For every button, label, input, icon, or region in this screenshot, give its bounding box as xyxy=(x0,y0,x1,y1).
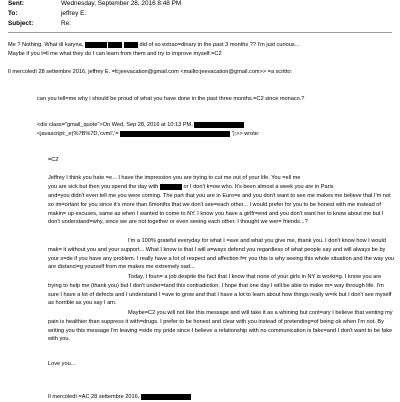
sent-label: Sent: xyxy=(8,0,24,7)
para1-rest: and=you didn't even tell me you were coming. The part that you are in Euro=e and you don't want to see me makes me believe that I'm not so im=ortant for you since it's more than 6months that we don't see=each other... I would prefer for you to be honest with me instead of makin= up excuses, same as when I wanted to come to NY. I know you have a girlfr=end and you don't want her to know about me but I don't understand=why, since we are not together or even seeing each other. I thought we wer= friends...? xyxy=(48,193,391,226)
redaction-block xyxy=(194,122,244,128)
reply-text-b: did of so extrao=dinary in the past 3 months ?? I'm just curious... xyxy=(139,42,300,48)
redaction-block xyxy=(124,42,138,48)
para3: Today, I foun= a job despite the fact that I know that none of your girls in NY is worki=g. I know you are trying to help me (thank you) but I don't under=tand this contradiction. I hope that one day I will be able to make m= way through life. I'm sure I have a lot of defects and I understand I =ave to grow and that I have a lot to learn about how things really w=rk but I don't see myself as horrible as you say I am. xyxy=(48,274,392,307)
para2: I'm a 100% grateful everyday for what I =ave and what you give me, thank you. I don't know how I would mak= it without you and your support... What I know is that I will a=ways defend you regardless of what people say and will always be by your s=de if you have any problem. I really have a lot of respect and affection f=r you this is why seeing this whole situation and the way you are distanci=g yourself from me makes me extremely sad... xyxy=(48,238,394,271)
question-line: can you tell=me why i should be proud of what you have done in the past three months.=C2 since monaco.? xyxy=(37,96,305,102)
last-quote-line xyxy=(48,393,394,402)
reply-line-1 xyxy=(8,41,394,50)
redaction-block xyxy=(120,131,230,137)
sent-value: Wednesday, September 28, 2016 8:48 PM xyxy=(61,0,182,7)
to-row xyxy=(8,10,86,17)
para1-text-c: or I don't k=ow who. It's been almost a week you are in Paris xyxy=(183,184,334,190)
para1-text-b: you are sick but then you spend the day with xyxy=(48,184,159,190)
quote-header-1: Il mercoledì 28 settembre 2016, jeffrey E. =lt;jeevacation@gmail.com <mailto:jeevacation@gmail.com>> =a scritto: xyxy=(8,69,293,75)
last-quote-text: Il mercoledì =AC 28 settembre 2016, xyxy=(48,394,140,400)
para1-line1: Jeffrey I think you hate =e... I have the impression you are trying to cut me out of your life. You =ell me xyxy=(48,175,301,181)
gmail-quote-line xyxy=(37,121,394,130)
gmail-quote-c: ');>> wrote: xyxy=(231,131,260,137)
reply-line-2: Maybe if you t=ll me what they do I can learn from them and try to improve myself.=C2 xyxy=(8,51,222,57)
to-label: To: xyxy=(8,10,18,17)
subject-row xyxy=(8,20,71,27)
c2-line: =C2 xyxy=(48,157,59,163)
gmail-quote-b: <javascript:_e(%7B%7D,'cvml','= xyxy=(37,131,119,137)
header-divider xyxy=(8,32,392,33)
para4: Maybe=C2 you will not like this message and will take it as a whining but cont=ary I believe that venting my pain is healthier than suppress it with=drugs. I prefer to be honest and clear with you instead of pretending=of being ok when I'm not. By writing you this message I'm leaving =side my pride since I believe a relationship with no communication is fake=and I don't want to be fake with you. xyxy=(48,310,393,343)
love-line: Love you... xyxy=(48,361,76,367)
redaction-block xyxy=(108,42,122,48)
subject-value: Re: xyxy=(61,20,71,27)
redaction-block xyxy=(160,184,182,190)
reply-text-a: Me ? Nothing. What di karyna, xyxy=(8,42,84,48)
para1-line2 xyxy=(48,183,394,192)
subject-label: Subject: xyxy=(8,20,34,27)
redaction-block xyxy=(141,394,191,400)
gmail-quote-a: <div class="gmail_quote">On Wed, Sep 28, 2016 at 10:13 PM, xyxy=(37,122,193,128)
sent-row xyxy=(8,0,181,7)
to-value: jeffrey E. xyxy=(61,10,87,17)
gmail-quote-line-2 xyxy=(37,130,394,139)
redaction-block xyxy=(85,42,107,48)
